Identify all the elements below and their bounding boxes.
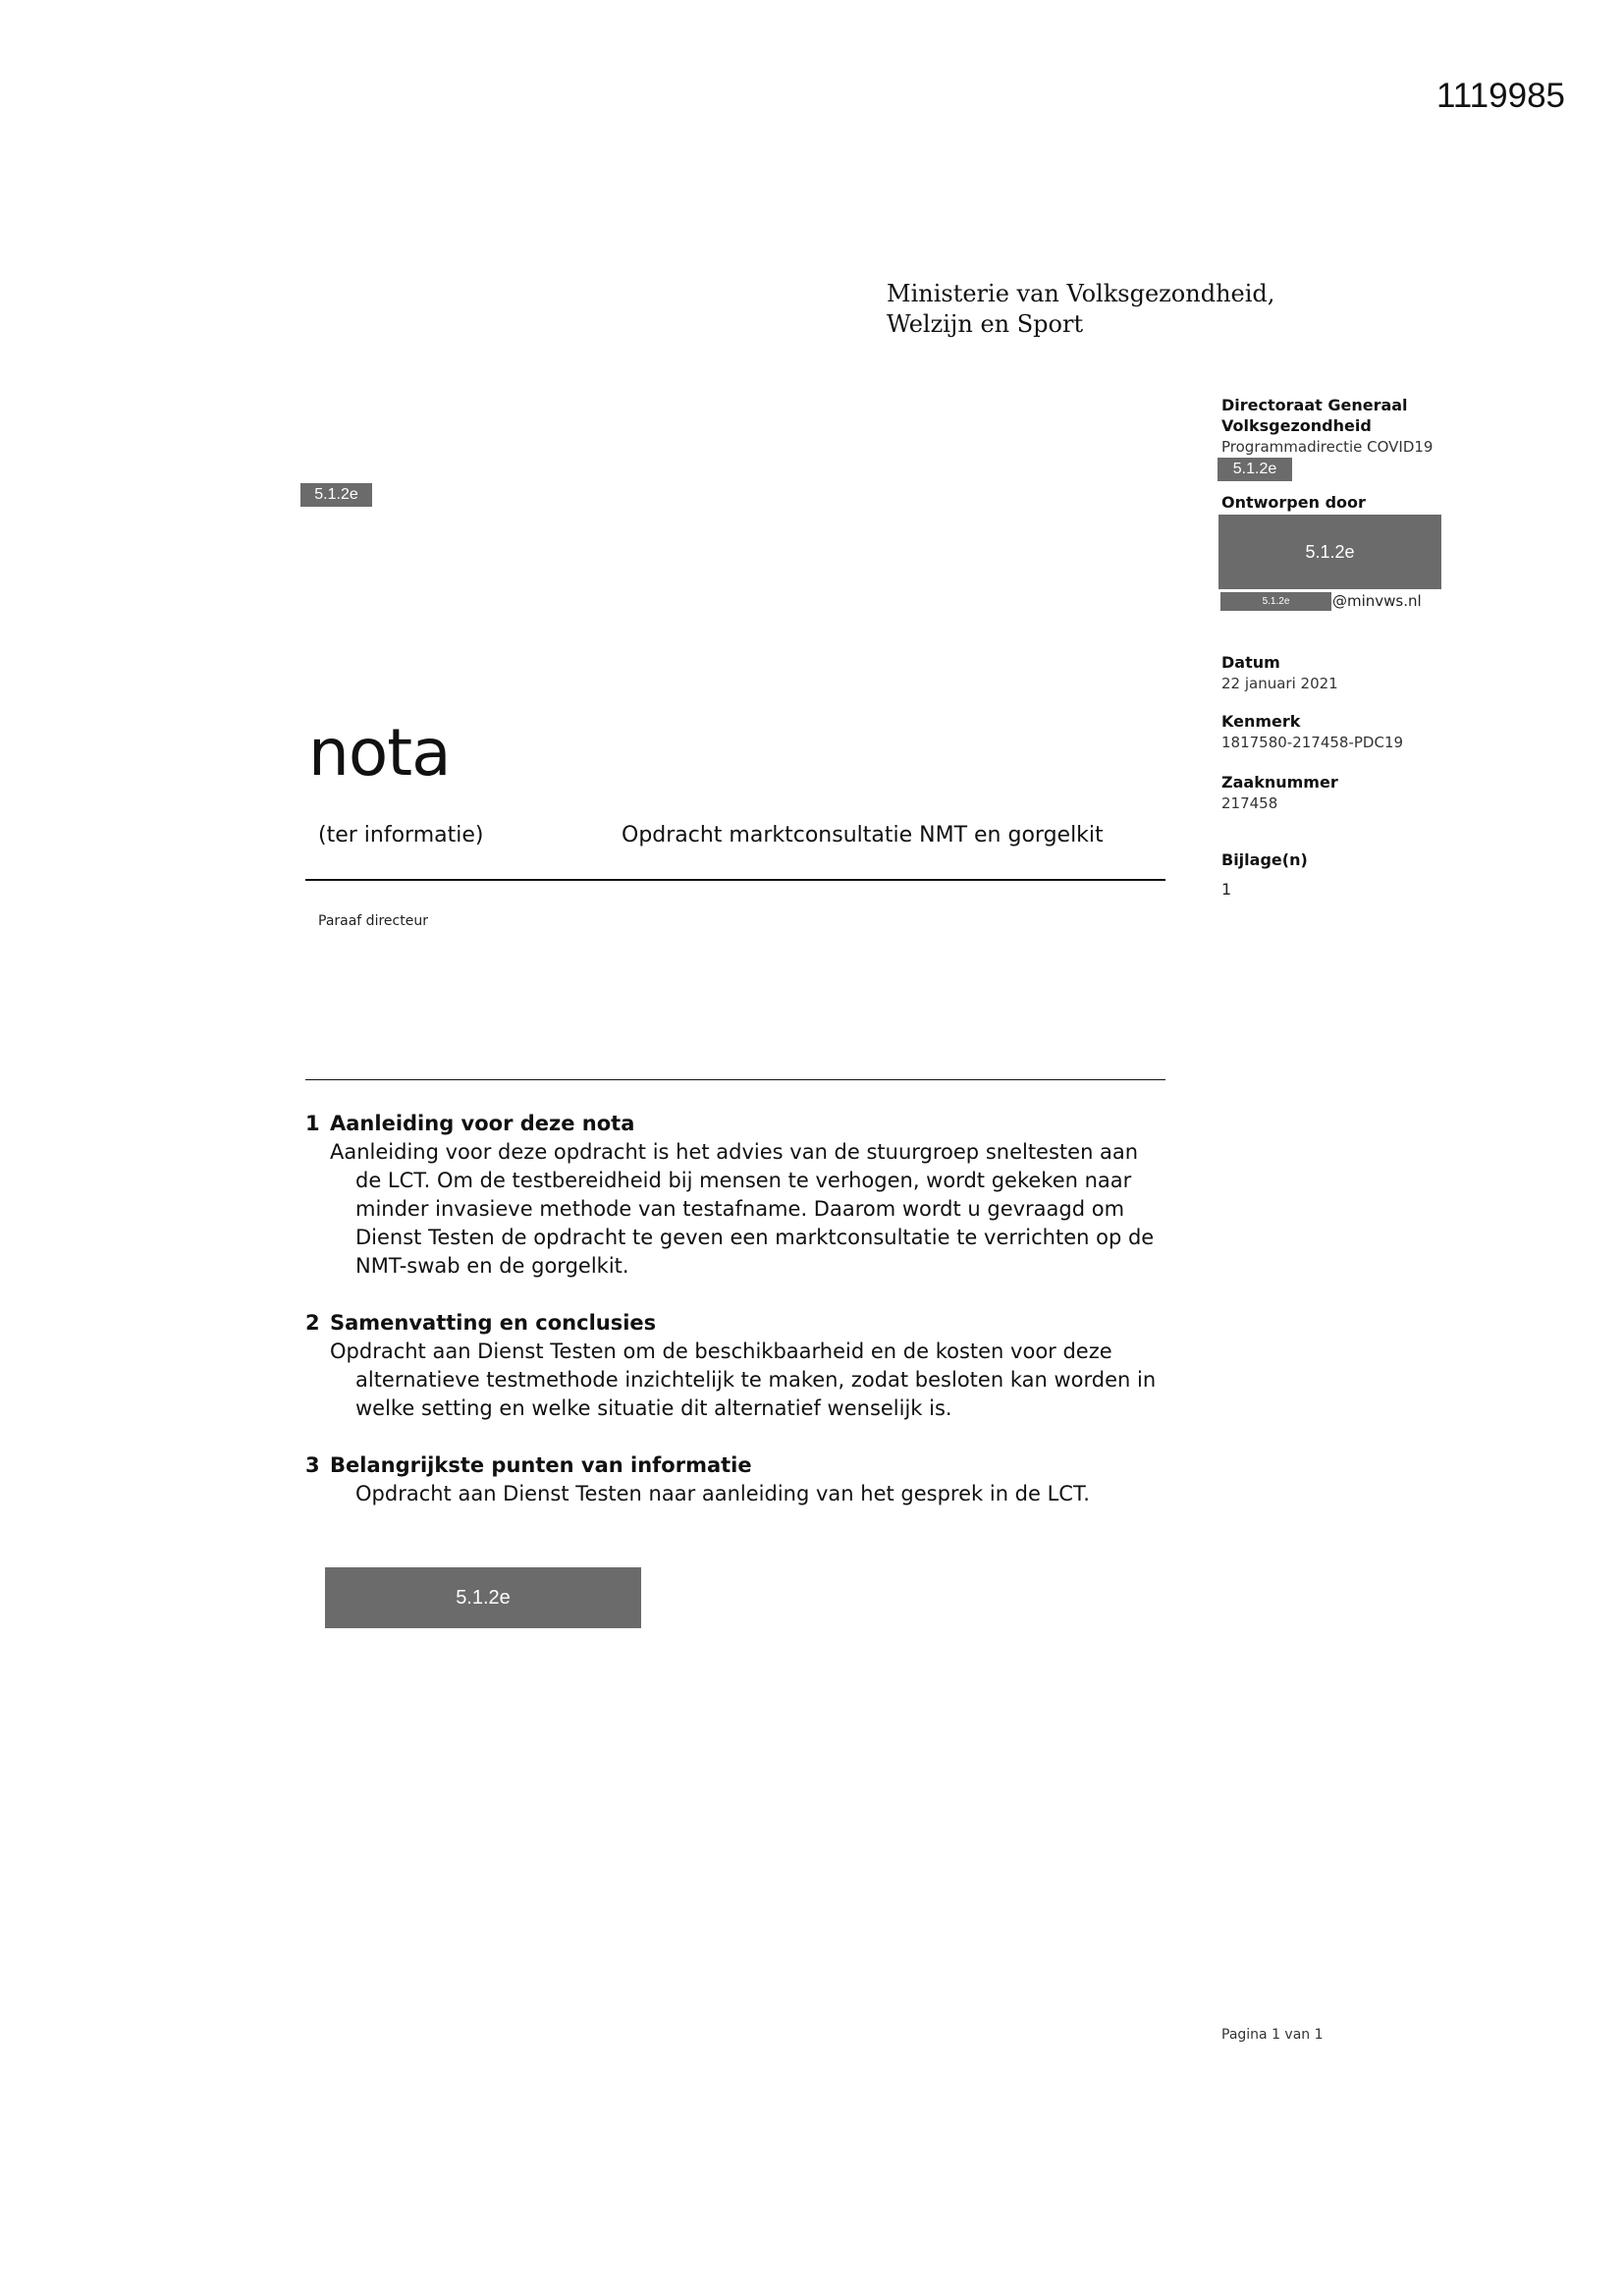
date-block [1221,652,1338,694]
redaction-box-designer: 5.1.2e [1218,515,1441,589]
initials-label: Paraaf directeur [318,913,428,929]
designed-by-label: Ontworpen door [1221,493,1366,512]
redaction-box-department: 5.1.2e [1218,458,1292,481]
document-number: 1119985 [1435,77,1565,115]
section-body: Aanleiding voor deze opdracht is het advies van de stuurgroep sneltesten aan de LCT. Om de testbereidheid bij mensen te verhogen, wordt gekeken naar minder invasieve methode van testafname. Daarom wordt u gevraagd om Dienst Testen de opdracht te geven een marktconsultatie te verrichten op de NMT-swab en de gorgelkit. [330,1140,1155,1278]
redaction-box-signature: 5.1.2e [325,1567,641,1628]
ministry-name-line2: Welzijn en Sport [887,310,1084,338]
document-title: nota [308,715,451,791]
initials-divider [305,1079,1165,1080]
case-value: 217458 [1221,794,1278,812]
ministry-name-line1: Ministerie van Volksgezondheid, [887,280,1275,307]
reference-label: Kenmerk [1221,712,1301,731]
redaction-box-email: 5.1.2e [1220,592,1331,611]
programme-name: Programmadirectie COVID19 [1221,438,1434,456]
section-heading: 2 Samenvatting en conclusies [305,1311,657,1335]
directorate-line2: Volksgezondheid [1221,416,1372,435]
attachments-block [1221,849,1308,870]
section-heading: 1 Aanleiding voor deze nota [305,1112,635,1135]
attachments-value: 1 [1221,880,1232,899]
directorate-line1: Directoraat Generaal [1221,396,1408,414]
section-body: Opdracht aan Dienst Testen om de beschikbaarheid en de kosten voor deze alternatieve testmethode inzichtelijk te maken, zodat besloten kan worden in welke setting en welke situatie dit alternatief wenselijk is. [330,1339,1157,1420]
case-label: Zaaknummer [1221,773,1338,792]
sidebar-directorate [1221,395,1433,458]
reference-block [1221,711,1403,753]
ministry-letterhead [887,279,1274,340]
email-suffix: @minvws.nl [1332,592,1422,610]
date-value: 22 januari 2021 [1221,675,1338,692]
case-block [1221,772,1338,814]
section-body: Opdracht aan Dienst Testen naar aanleiding van het gesprek in de LCT. [355,1482,1090,1505]
page-number: Pagina 1 van 1 [1221,2027,1324,2043]
section-1 [305,1110,1189,1281]
reference-value: 1817580-217458-PDC19 [1221,734,1404,751]
section-2 [305,1309,1189,1423]
redaction-box-addressee: 5.1.2e [300,483,372,507]
document-subject: Opdracht marktconsultatie NMT en gorgelkit [622,823,1104,847]
attachments-label: Bijlage(n) [1221,850,1308,869]
header-divider [305,879,1165,881]
section-3 [305,1451,1189,1508]
section-heading: 3 Belangrijkste punten van informatie [305,1453,752,1477]
document-purpose: (ter informatie) [318,823,484,847]
date-label: Datum [1221,653,1280,672]
